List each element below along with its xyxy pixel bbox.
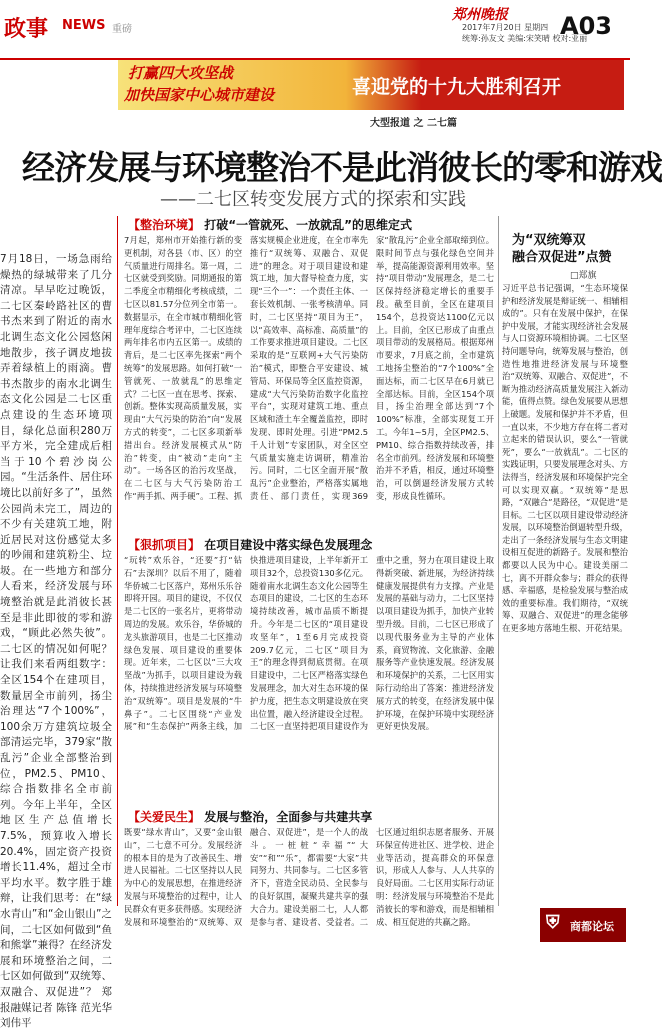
right-column-divider xyxy=(498,216,499,906)
newspaper-logo: 郑州晚报 xyxy=(452,7,508,23)
lead-text: 7月18日，一场急雨给燥热的绿城带来了几分清凉。早早吃过晚饭，二七区秦岭路社区的曹书杰来到了附近的南水北调生态文化公园悠闲地散步，孩子调皮地拔弄着绿植上的雨滴。曹书杰散步的南水北调生态文化公园是二七区重点建设的生态环境项目，绿化总面积280万平方米，完全建成后相当于10个碧沙岗公园。“生活条件、居住环境比以前好多了”，虽然公园尚未完工，周边的不少有关建筑工地，附近居民对这份感觉太多的吵闹和建筑粉尘、垃圾。在一些地方和部分人看来，经济发展与环境整治就是此消彼长甚至是非此即彼的零和游戏，“顾此必然失彼”。二七区的情况如何呢？让我们来看两组数字：全区154个在建项目，数量居全市前列，扬尘治理达“7个100%”，100余万方建筑垃圾全部清运完毕，379家“散乱污”企业全部整治到位，PM2.5、PM10、综合指数排名全市前列。今年上半年，全区地区生产总值增长7.5%，预算收入增长20.4%，固定资产投资增长11.4%，超过全市平均水平。数字胜于雄辩，让我们思考：在“绿水青山”和“金山银山”之间，二七区如何做到“鱼和熊掌”兼得？在经济发展和环境整治之间，二七区如何做到“双统筹、双融合、双促进”？ 郑报融媒记者 陈锋 范光华 刘伟平 xyxy=(0,253,112,1030)
forum-label: 商都论坛 xyxy=(570,920,614,933)
section-1-tag: 【整治环境】 xyxy=(128,218,201,232)
section-2-header xyxy=(128,536,372,553)
section-1-heading: 打破“一管就死、一放就乱”的思维定式 xyxy=(204,218,412,232)
section-2-heading: 在项目建设中落实绿色发展理念 xyxy=(204,538,373,552)
section-2-tag: 【狠抓项目】 xyxy=(128,538,201,552)
section-title: 政事 xyxy=(4,16,49,42)
commentary-heading-line-1: 为“双统筹双 xyxy=(512,233,586,248)
page-headline: 经济发展与环境整治不是此消彼长的零和游戏 xyxy=(22,148,662,187)
banner-slogan-1: 打赢四大攻坚战 xyxy=(128,64,234,82)
column-divider xyxy=(117,216,118,906)
pillar-icon: ⛨ xyxy=(546,912,560,933)
section-3-body: 既要“绿水青山”，又要“金山银山”，二七意不可分。发展经济的根本目的是为了改善民生、增进人民福祉。二七区坚持以人民为中心的发展思想，在推进经济发展与环境整治的过程中，让人民群众有更多获得感。实现经济发展和环境整治的“双统筹、双融合、双促进”，是一个人的战斗。一桩桩“幸福”“大安”“和”“乐”，都需要“大家”共同努力、共同参与。二七区多管齐下，营造全民动员、全民参与的良好氛围，凝聚共建共享的强大合力。建设美丽二七，人人都是参与者、建设者、受益者。二七区通过组织志愿者服务、开展环保宣传进社区、进学校、进企业等活动，提高群众的环保意识，形成人人参与、人人共享的良好局面。二七区用实际行动证明：经济发展与环境整治不是此消彼长的零和游戏，而是相辅相成、相互促进的共赢之路。 xyxy=(124,827,494,927)
section-1-header xyxy=(128,216,412,233)
publish-date: 2017年7月20日 星期四 xyxy=(462,23,549,32)
section-2-body: “玩转”欢乐谷，“还要”打“钻石”去深圳？以后不用了，随着华侨城二七区落户，郑州乐乐谷即将开园。项目的建设，不仅仅是二七区的一张名片，更将带动周边的发展。欢乐谷，华侨城的龙头旅游项目，也是二七区推动绿色发展、项目建设的重要体现。近年来，二七区以“三大攻坚战”为抓手，以项目建设为载体，持续推进经济发展与环境整治“双统筹”。项目是发展的“牛鼻子”。二七区围绕“产业发展”和“生态保护”两条主线，加快推进项目建设，上半年新开工项目32个，总投资130多亿元。随着南水北调生态文化公园等生态项目的建设，二七区的生态环境持续改善，城市品质不断提升。今年是二七区的“项目建设攻坚年”，1至6月完成投资209.7亿元，二七区“项目为王”的理念得到彻底贯彻。在项目建设中，二七区严格落实绿色发展理念，加大对生态环境的保护力度，把生态文明建设放在突出位置，融入经济建设全过程。二七区一直坚持把项目建设作为重中之重，努力在项目建设上取得新突破、新进展，为经济持续健康发展提供有力支撑。产业是发展的基础与动力，二七区坚持以项目建设为抓手，加快产业转型升级。目前，二七区已形成了以现代服务业为主导的产业体系，商贸物流、文化旅游、金融服务等产业快速发展。经济发展和环境保护的关系，二七区用实际行动给出了答案：推进经济发展方式的转变，在经济发展中保护环境，在保护环境中实现经济更好更快发展。 xyxy=(124,555,494,732)
section-3-header xyxy=(128,808,372,825)
section-en-label: NEWS xyxy=(62,18,106,33)
banner-slogan-2: 加快国家中心城市建设 xyxy=(124,86,275,104)
page-subheadline: ——二七区转变发展方式的探索和实践 xyxy=(160,189,466,210)
section-3-tag: 【关爱民生】 xyxy=(128,810,201,824)
forum-badge xyxy=(540,908,626,942)
section-1-body: 7月起，郑州市开始推行新的变更机制，对各县（市、区）的空气质量进行周排名。第一周，二七区就受到奖励。同期通报的第二季度全市精细化考核成绩，二七区以81.57分位列全市第一。数据显示，在全市城市精细化管理年度综合考评中，二七区连续两年排名市内五区第一。成绩的背后，是二七区率先探索“两个统筹”的发展思路。如何打破“一管就死、一放就乱”的思维定式？二七区一直在思考、探索、创新。整体实现高质量发展，实现由“大气污染的防治”向“发展方式的转变”，二七区多项新举措出台。经济发展模式从“防治”转变，由“被动”走向“主动”。一场各区的治污攻坚战，在二七区与大气污染防治工作“两手抓、两手硬”。工程、抓落实规模企业进度，在全市率先推行“双统筹、双融合、双促进”的理念。对于项目建设和建筑工地，加大督导检查力度，实现“三个一”：一个责任主体、一套长效机制、一张考核清单。同时，二七区坚持“项目为王”，以“高效率、高标准、高质量”的工作要求推进项目建设。二七区采取的是“互联网+大气污染防治”模式，即整合平安建设、城管局、环保局等全区监控资源，建成“大气污染防治数字化监控平台”，实现对建筑工地、重点区域和渣土车全覆盖监控，即时发现、即时处理。引进“PM2.5千人计划”专家团队，对全区空气质量实施走访调研，精准治污。同时，二七区全面开展“散乱污”企业整治，严格落实属地责任、部门责任，实现369家“散乱污”企业全部取缔到位。限时间节点与强化绿色空间并举，提高能源资源利用效率。坚持“项目带动”发展理念，是二七区保持经济稳定增长的重要手段。截至目前，全区在建项目154个，总投资达1100亿元以上。目前，全区已形成了由重点项目带动的发展格局。根据郑州市要求，7月底之前，全市建筑工地扬尘整治的“7个100%”全面达标，而二七区早在6月就已全部达标。目前，全区154个项目，扬尘治理全部达到“7个100%”标准，全部实现复工开工。今年1~5月，全区PM2.5、PM10、综合指数持续改善，排名全市前列。经济发展和环境整治并不矛盾，相反，通过环境整治，可以倒逼经济发展方式转变，形成良性循环。 xyxy=(124,235,494,501)
section-3-heading: 发展与整治，全面参与共建共享 xyxy=(204,810,373,824)
series-label: 大型报道 之 二七篇 xyxy=(370,118,457,129)
commentary-heading-line-2: 融合双促进”点赞 xyxy=(512,250,612,265)
editor-credits: 统筹:孙友文 美编:宋笑晴 校对:亚丽 xyxy=(462,34,588,43)
commentary-body: 习近平总书记强调，“生态环境保护和经济发展是辩证统一、相辅相成的”。只有在发展中保护，在保护中发展，才能实现经济社会发展与人口资源环境相协调。二七区坚持问题导向，统筹发展与整治，创造性地推进经济发展与环境整治“双统筹、双融合、双促进”，不断为推动经济高质量发展注入新动能，值得点赞。绿色发展要从思想上破题。发展和保护并不矛盾，但一直以来，不少地方存在将二者对立起来的错误认识，要么“一管就死”，要么“一放就乱”。二七区的实践证明，只要发展理念对头、方法得当，经济发展和环境保护完全可以实现双赢。“双统筹”是思路，“双融合”是路径，“双促进”是目标。二七区以项目建设带动经济发展，以环境整治倒逼转型升级，走出了一条经济发展与生态文明建设相互促进的新路子。发展和整治都要以人民为中心。建设美丽二七，离不开群众参与；群众的获得感、幸福感，是检验发展与整治成效的重要标准。我们期待，“双统筹、双融合、双促进”的理念能够在更多地方落地生根、开花结果。 xyxy=(502,283,629,634)
page-number: A03 xyxy=(560,12,612,40)
commentary-heading xyxy=(512,232,612,266)
banner-slogan-right: 喜迎党的十九大胜利召开 xyxy=(352,76,562,98)
section-sub-label: 重磅 xyxy=(112,24,132,35)
commentary-author: □郑旗 xyxy=(570,271,597,281)
